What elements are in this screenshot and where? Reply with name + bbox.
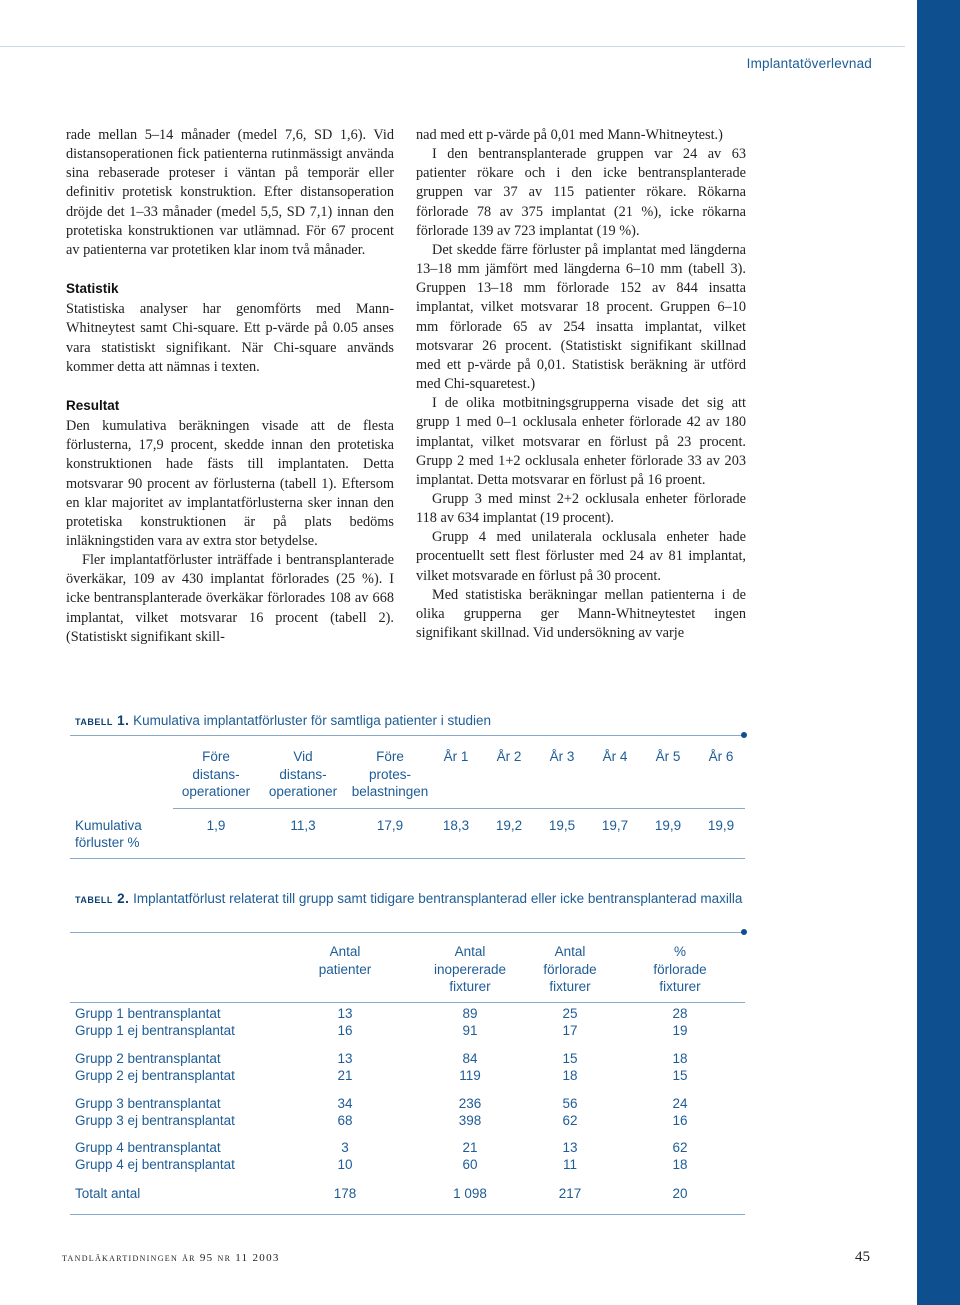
heading-statistik: Statistik	[66, 281, 119, 297]
table-2-cell: 24	[672, 1096, 688, 1111]
table-2-cell: 34	[337, 1096, 353, 1111]
table-2-cell: 13	[562, 1140, 578, 1155]
table-1-cell: 19,9	[654, 818, 682, 833]
table-1-cell: 18,3	[442, 818, 470, 833]
table-2-header: Antal patienter	[318, 944, 372, 977]
table-2-cell: 18	[562, 1068, 578, 1083]
table-2-cell: 217	[558, 1186, 582, 1201]
paragraph: I de olika motbitningsgrupperna visade det sig att grupp 1 med 0–1 ocklusala enheter förlorade 42 av 180 implantat, vilket motsvarar en förlust på 23 procent. Grupp 2 med 1+2 ocklusala enheter förlorade 33 av 203 implantat. Detta motsvarar en förlust på 16 proent.	[416, 395, 746, 488]
table-2-cell: 62	[672, 1140, 688, 1155]
header-rule	[0, 46, 905, 47]
table-2-row-label: Grupp 4 ej bentransplantat	[75, 1157, 235, 1172]
paragraph: Statistiska analyser har genomförts med Mann-Whitneytest samt Chi-square. Ett p-värde på 0.05 anses vara statistiskt signifikant. När Chi-square används kommer detta att nämnas i texten.	[66, 301, 394, 375]
paragraph: Grupp 3 med minst 2+2 ocklusala enheter förlorade 118 av 634 implantat (19 procent).	[416, 490, 746, 527]
table-2-cell: 16	[337, 1023, 353, 1038]
paragraph: nad med ett p-värde på 0,01 med Mann-Whitneytest.)	[416, 127, 723, 143]
table-2-header-rule	[70, 1002, 745, 1003]
table-2-cell: 398	[458, 1113, 482, 1128]
table-2-cell: 16	[672, 1113, 688, 1128]
table-1-header: Vid distans- operationer	[268, 749, 338, 799]
table-2-cell: 25	[562, 1006, 578, 1021]
footer-journal: tandläkartidningen år 95 nr 11 2003	[62, 1252, 280, 1264]
table-2-cell: 13	[337, 1051, 353, 1066]
table-1-cell: 17,9	[376, 818, 404, 833]
table-2-cell: 3	[341, 1140, 349, 1155]
table-1-caption	[75, 712, 491, 729]
table-1-cell: 19,7	[601, 818, 629, 833]
table-2-bottom-rule	[70, 1214, 745, 1215]
table-2-row-label: Grupp 2 bentransplantat	[75, 1051, 221, 1066]
table-2-cell: 1 098	[453, 1186, 487, 1201]
page-number: 45	[855, 1249, 870, 1265]
table-2-caption	[75, 890, 745, 907]
table-2-cell: 15	[562, 1051, 578, 1066]
table-2-cell: 56	[562, 1096, 578, 1111]
table-2-row-label: Grupp 3 ej bentransplantat	[75, 1113, 235, 1128]
table-1-header: År 4	[602, 749, 628, 764]
table-2-cell: 84	[462, 1051, 478, 1066]
table-2-cell: 19	[672, 1023, 688, 1038]
table-2-cell: 17	[562, 1023, 578, 1038]
table-2-row-label: Grupp 4 bentransplantat	[75, 1140, 221, 1155]
table-2-cell: 236	[458, 1096, 482, 1111]
table-1-header: År 5	[655, 749, 681, 764]
paragraph: Fler implantatförluster inträffade i bentransplanterade överkäkar, 109 av 430 implantat förlorades (25 %). I icke bentransplanterade överkäkar förlorades 108 av 668 implantat, vilket motsvarar 16 procent (tabell 2). (Statistiskt signifikant skill-	[66, 552, 394, 645]
table-2	[70, 890, 745, 1216]
paragraph: rade mellan 5–14 månader (medel 7,6, SD 1,6). Vid distansoperationen fick patienterna rutinmässigt använda sina rebaserade proteser i väntan på temporär eller definitiv protetisk konstruktion. Efter distansoperation dröjde det 1–33 månader (medel 5,5, SD 7,1) innan den protetiska konstruktionen var utlämnad. För 67 procent av patienterna var protetiken klar inom två månader.	[66, 127, 394, 258]
table-2-row-label: Grupp 2 ej bentransplantat	[75, 1068, 235, 1083]
paragraph: I den bentransplanterade gruppen var 24 av 63 patienter rökare och i den icke bentransplanterade gruppen var 37 av 115 patienter rökare. Rökarna förlorade 78 av 375 implantat (21 %), icke rökarna förlorade 139 av 723 implantat (19 %).	[416, 146, 746, 239]
table-1-cell: 11,3	[290, 818, 316, 833]
table-2-cell: 89	[462, 1006, 478, 1021]
table-2-cell: 119	[459, 1068, 481, 1083]
table-2-cell: 62	[562, 1113, 578, 1128]
table-2-header: Antal förlorade fixturer	[543, 944, 597, 994]
table-2-cell: 20	[672, 1186, 688, 1201]
table-1	[70, 712, 745, 860]
table-1-row-label: Kumulativa förluster %	[75, 818, 142, 850]
table-1-header: År 1	[443, 749, 469, 764]
table-2-cell: 18	[672, 1051, 688, 1066]
table-1-label: tabell 1.	[75, 713, 130, 728]
table-2-cell: 68	[337, 1113, 353, 1128]
table-2-cell: 60	[462, 1157, 478, 1172]
table-2-cell: 178	[333, 1186, 357, 1201]
table-2-row-label: Grupp 1 bentransplantat	[75, 1006, 221, 1021]
table-2-cell: 13	[337, 1006, 353, 1021]
heading-resultat: Resultat	[66, 397, 120, 413]
table-1-header: År 2	[496, 749, 522, 764]
table-2-cell: 21	[337, 1068, 353, 1083]
left-column	[66, 126, 394, 647]
sidebar-color-bar	[917, 0, 960, 1305]
table-1-header: Före protes- belastningen	[351, 749, 429, 799]
right-column	[416, 126, 746, 643]
table-1-header-rule	[173, 808, 745, 809]
paragraph: Det skedde färre förluster på implantat med längderna 13–18 mm jämfört med längderna 6–10 mm (tabell 3). Gruppen 13–18 mm förlorade 152 av 844 insatta implantat, vilket motsvarar 18 procent. Gruppen 6–10 mm förlorade 65 av 254 insatta implantat, vilket motsvarar 26 procent. (Statistiskt signifikant skillnad med ett p-värde på 0,01. Statistisk beräkning är utförd med Chi-squaretest.)	[416, 241, 746, 393]
paragraph: Med statistiska beräkningar mellan patienterna i de olika grupperna ger Mann-Whitneytestet ingen signifikant skillnad. Vid undersökning av varje	[416, 586, 746, 642]
table-1-cell: 19,5	[548, 818, 576, 833]
paragraph: Den kumulativa beräkningen visade att de flesta förlusterna, 17,9 procent, skedde innan den protetiska konstruktionen hade fästs till implantaten. Detta motsvarar 90 procent av förlusterna (tabell 1). Eftersom en klar majoritet av implantatförlusterna sker innan den protetiska konstruktionen är på plats bedöms inläkningstiden vara av extra stor betydelse.	[66, 418, 394, 549]
table-2-cell: 11	[562, 1157, 577, 1172]
table-2-cell: 15	[672, 1068, 688, 1083]
section-label: Implantatöverlevnad	[746, 56, 872, 71]
table-1-cell: 1,9	[206, 818, 226, 833]
table-2-header: % förlorade fixturer	[653, 944, 707, 994]
table-1-bottom-rule	[70, 858, 745, 859]
table-2-row-label: Grupp 3 bentransplantat	[75, 1096, 221, 1111]
table-2-top-rule	[70, 932, 745, 933]
table-1-cell: 19,2	[495, 818, 523, 833]
table-1-caption-text: Kumulativa implantatförluster för samtliga patienter i studien	[133, 713, 492, 728]
table-2-header: Antal inopererade fixturer	[433, 944, 507, 994]
table-1-cell: 19,9	[707, 818, 735, 833]
table-2-cell: 91	[462, 1023, 478, 1038]
rule-dot-icon	[741, 732, 747, 738]
table-2-cell: 10	[337, 1157, 353, 1172]
table-1-top-rule	[70, 735, 745, 736]
table-2-caption-text: Implantatförlust relaterat till grupp samt tidigare bentransplanterad eller icke bentransplanterad maxilla	[133, 891, 743, 906]
paragraph: Grupp 4 med unilaterala ocklusala enheter hade procentuellt sett flest förluster med 24 av 81 implantat, vilket motsvarade en förlust på 30 procent.	[416, 529, 746, 584]
table-2-row-label: Totalt antal	[75, 1186, 141, 1201]
rule-dot-icon	[741, 929, 747, 935]
table-2-label: tabell 2.	[75, 891, 130, 906]
table-1-header: År 3	[549, 749, 575, 764]
table-2-cell: 21	[462, 1140, 478, 1155]
table-1-header: År 6	[708, 749, 734, 764]
table-1-header: Före distans- operationer	[181, 749, 251, 799]
table-2-cell: 18	[672, 1157, 688, 1172]
table-2-row-label: Grupp 1 ej bentransplantat	[75, 1023, 235, 1038]
table-2-cell: 28	[672, 1006, 688, 1021]
